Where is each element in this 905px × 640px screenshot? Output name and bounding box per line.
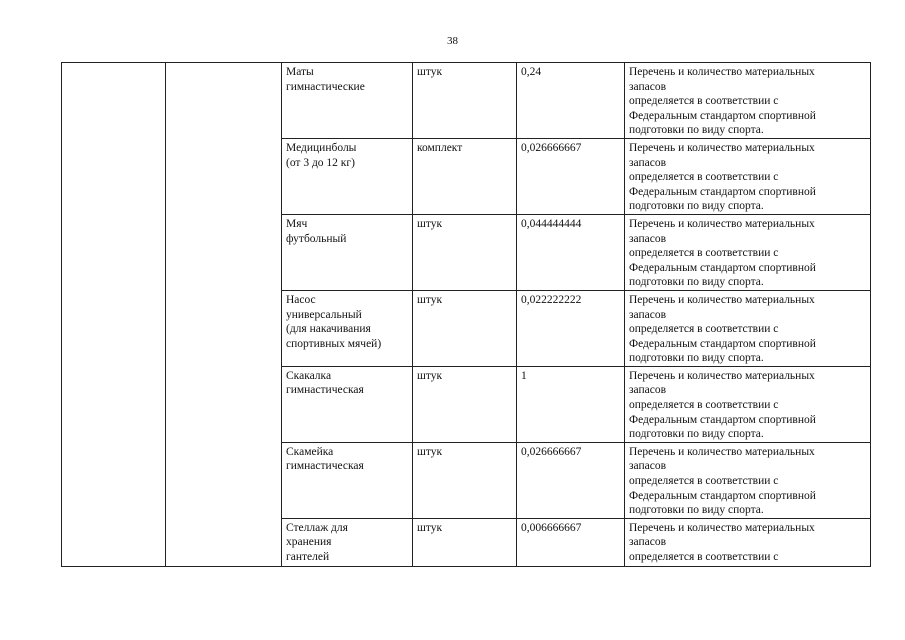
note-line: определяется в соответствии с bbox=[629, 399, 779, 412]
note-line: определяется в соответствии с bbox=[629, 551, 779, 563]
unit-cell: штук bbox=[413, 290, 517, 366]
unit-cell: комплект bbox=[413, 138, 517, 214]
page-number: 38 bbox=[447, 35, 458, 47]
quantity-cell: 0,026666667 bbox=[517, 138, 625, 214]
quantity-cell: 0,022222222 bbox=[517, 290, 625, 366]
item-name-cell: Стеллаж для хранения гантелей bbox=[282, 518, 413, 566]
unit-cell: штук bbox=[413, 366, 517, 442]
note-line: Перечень и количество материальных bbox=[629, 521, 815, 534]
item-name-cell: Мяч футбольный bbox=[282, 214, 413, 290]
note-line: запасов bbox=[629, 232, 667, 245]
unit-cell: штук bbox=[413, 63, 517, 139]
unit-cell: штук bbox=[413, 214, 517, 290]
note-line: подготовки по виду спорта. bbox=[629, 504, 764, 517]
note-line: Федеральным стандартом спортивной bbox=[629, 109, 816, 122]
note-line: определяется в соответствии с bbox=[629, 171, 779, 184]
note-cell bbox=[625, 138, 871, 214]
note-line: определяется в соответствии с bbox=[629, 95, 779, 108]
note-line: запасов bbox=[629, 384, 667, 397]
unit-cell: штук bbox=[413, 442, 517, 518]
item-name-cell: Насос универсальный (для накачивания спортивных мячей) bbox=[282, 290, 413, 366]
equipment-table bbox=[61, 62, 871, 567]
empty-section-cell bbox=[62, 63, 166, 567]
note-line: Перечень и количество материальных bbox=[629, 66, 815, 78]
item-name-cell: Скакалка гимнастическая bbox=[282, 366, 413, 442]
note-line: подготовки по виду спорта. bbox=[629, 124, 764, 137]
note-line: подготовки по виду спорта. bbox=[629, 276, 764, 289]
note-cell bbox=[625, 442, 871, 518]
note-line: определяется в соответствии с bbox=[629, 247, 779, 260]
note-line: запасов bbox=[629, 460, 667, 473]
note-cell bbox=[625, 214, 871, 290]
item-name-cell: Скамейка гимнастическая bbox=[282, 442, 413, 518]
note-line: запасов bbox=[629, 80, 667, 93]
unit-cell: штук bbox=[413, 518, 517, 566]
empty-category-cell bbox=[166, 63, 282, 567]
note-line: запасов bbox=[629, 536, 667, 549]
note-cell bbox=[625, 366, 871, 442]
quantity-cell: 0,026666667 bbox=[517, 442, 625, 518]
item-name-cell: Медицинболы (от 3 до 12 кг) bbox=[282, 138, 413, 214]
note-line: Федеральным стандартом спортивной bbox=[629, 413, 816, 426]
note-line: подготовки по виду спорта. bbox=[629, 352, 764, 365]
note-line: Перечень и количество материальных bbox=[629, 369, 815, 382]
quantity-cell: 0,044444444 bbox=[517, 214, 625, 290]
note-cell bbox=[625, 518, 871, 566]
note-line: Перечень и количество материальных bbox=[629, 141, 815, 154]
note-cell bbox=[625, 290, 871, 366]
table-row bbox=[62, 63, 871, 139]
note-line: Федеральным стандартом спортивной bbox=[629, 337, 816, 350]
item-name-cell: Маты гимнастические bbox=[282, 63, 413, 139]
note-line: Перечень и количество материальных bbox=[629, 293, 815, 306]
note-line: запасов bbox=[629, 308, 667, 321]
quantity-cell: 1 bbox=[517, 366, 625, 442]
quantity-cell: 0,24 bbox=[517, 63, 625, 139]
note-line: Федеральным стандартом спортивной bbox=[629, 185, 816, 198]
note-cell bbox=[625, 63, 871, 139]
equipment-table-body bbox=[62, 63, 871, 567]
note-line: определяется в соответствии с bbox=[629, 323, 779, 336]
note-line: подготовки по виду спорта. bbox=[629, 200, 764, 213]
quantity-cell: 0,006666667 bbox=[517, 518, 625, 566]
note-line: Перечень и количество материальных bbox=[629, 445, 815, 458]
note-line: Федеральным стандартом спортивной bbox=[629, 261, 816, 274]
note-line: подготовки по виду спорта. bbox=[629, 428, 764, 441]
note-line: Федеральным стандартом спортивной bbox=[629, 489, 816, 502]
note-line: запасов bbox=[629, 156, 667, 169]
note-line: Перечень и количество материальных bbox=[629, 217, 815, 230]
note-line: определяется в соответствии с bbox=[629, 475, 779, 488]
